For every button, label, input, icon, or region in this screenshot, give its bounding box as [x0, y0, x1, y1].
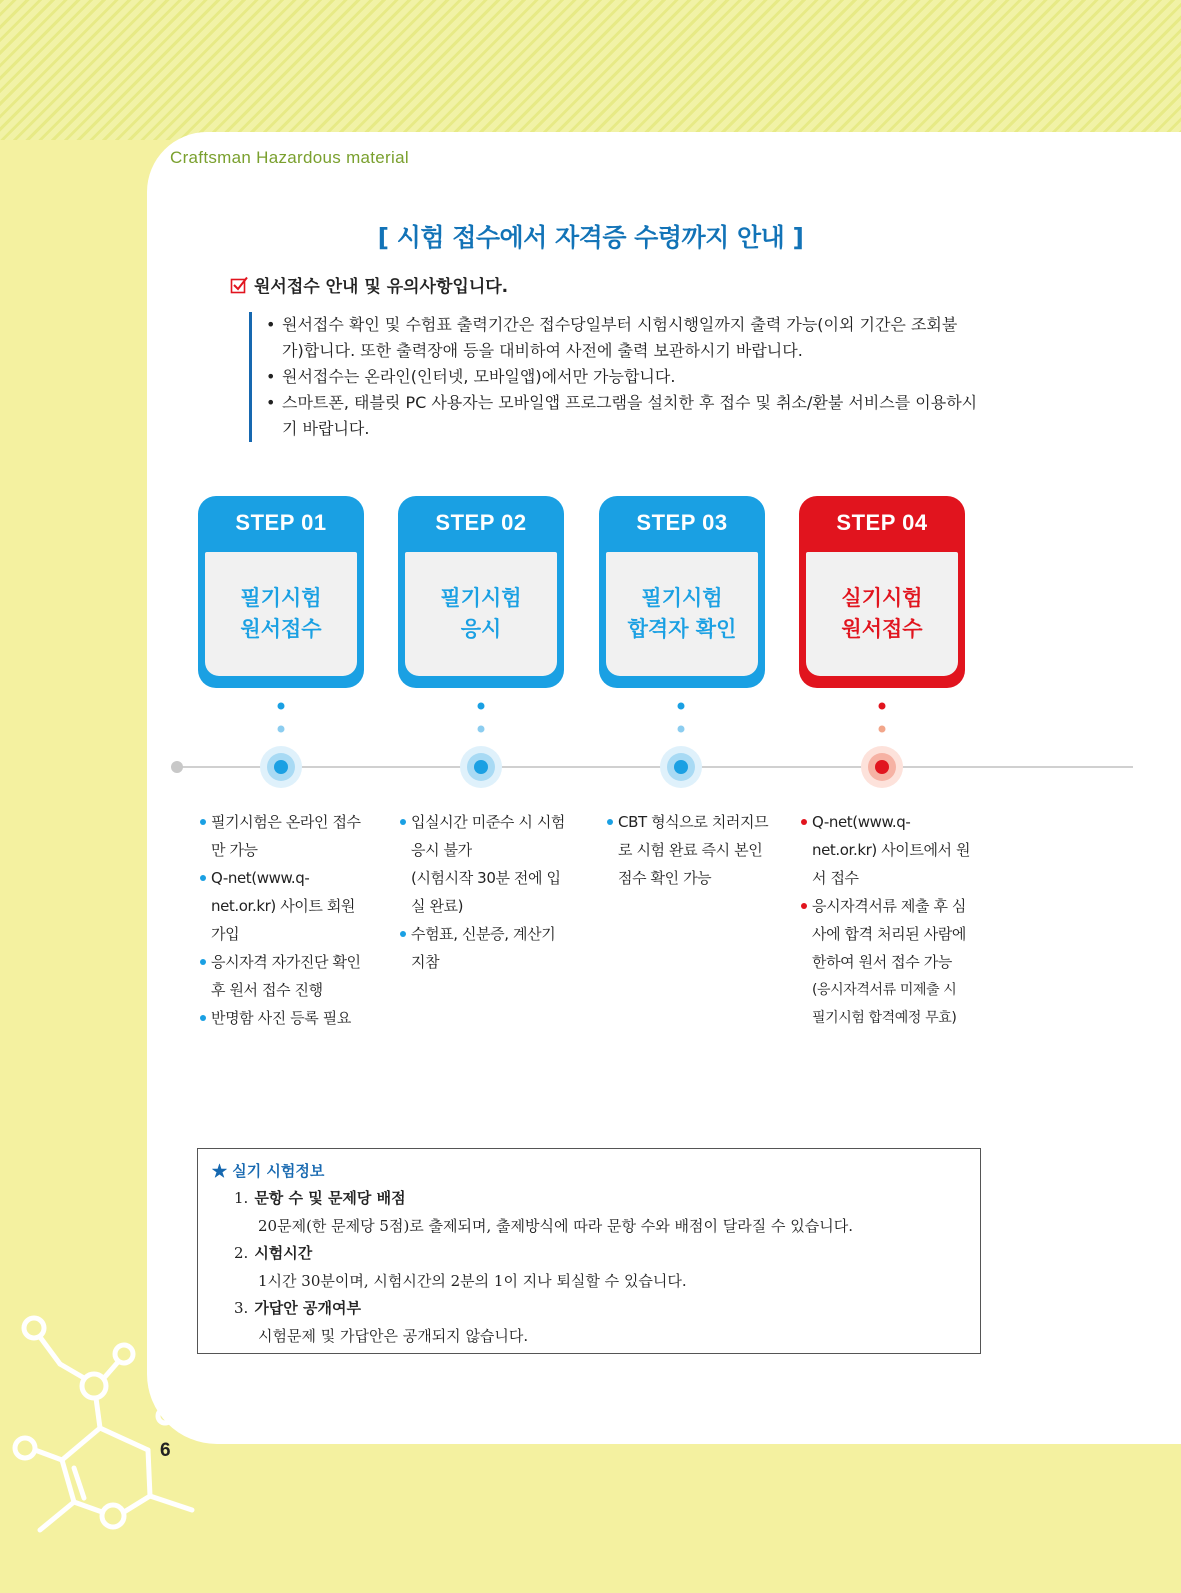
notice-item: • 원서접수는 온라인(인터넷, 모바일앱)에서만 가능합니다. — [266, 364, 979, 390]
detail-item: Q-net(www.q-net.or.kr) 사이트 회원 가입 — [198, 864, 366, 948]
exam-info-heading-text: 가답안 공개여부 — [254, 1299, 361, 1317]
checkbox-checked-icon — [230, 276, 248, 294]
detail-item: Q-net(www.q-net.or.kr) 사이트에서 원서 접수 — [799, 808, 971, 892]
notice-item: • 원서접수 확인 및 수험표 출력기간은 접수당일부터 시험시행일까지 출력 가능(이외 기간은 조회불가)합니다. 또한 출력장애 등을 대비하여 사전에 출력 보관하시기 바랍니다. — [266, 312, 979, 364]
header-stripe-pattern — [0, 0, 1181, 140]
exam-info-heading-text: 문항 수 및 문제당 배점 — [254, 1189, 406, 1207]
exam-info-box — [197, 1148, 981, 1354]
step-name-line: 필기시험 — [440, 586, 522, 610]
exam-info-body: 20문제(한 문제당 5점)로 출제되며, 출제방식에 따라 문항 수와 배점이 달라질 수 있습니다. — [258, 1217, 853, 1235]
step-name-line: 원서접수 — [240, 617, 322, 641]
step-label: STEP 02 — [435, 510, 527, 535]
step-card-02 — [398, 496, 564, 688]
step-body — [205, 552, 357, 676]
step-body — [606, 552, 758, 676]
detail-item: 응시자격서류 제출 후 심사에 합격 처리된 사람에 한하여 원서 접수 가능 — [799, 892, 971, 976]
step-card-03 — [599, 496, 765, 688]
step-02-details — [398, 808, 568, 976]
step-label: STEP 01 — [235, 510, 327, 535]
detail-note: (응시자격서류 미제출 시 필기시험 합격예정 무효) — [812, 982, 957, 1026]
detail-item: 수험표, 신분증, 계산기 지참 — [398, 920, 568, 976]
detail-note: (시험시작 30분 전에 입실 완료) — [411, 869, 561, 915]
detail-item: CBT 형식으로 치러지므로 시험 완료 즉시 본인 점수 확인 가능 — [605, 808, 771, 892]
notice-list — [249, 312, 979, 442]
exam-info-body: 시험문제 및 가답안은 공개되지 않습니다. — [258, 1327, 529, 1345]
step-name-line: 합격자 확인 — [627, 617, 737, 641]
exam-info-number: 2. — [234, 1244, 249, 1262]
subtitle-row — [230, 272, 508, 297]
step-name-line: 실기시험 — [841, 586, 923, 610]
exam-info-heading — [212, 1185, 966, 1212]
step-name-line: 원서접수 — [841, 617, 923, 641]
notice-item: • 스마트폰, 태블릿 PC 사용자는 모바일앱 프로그램을 설치한 후 접수 및 취소/환불 서비스를 이용하시기 바랍니다. — [266, 390, 979, 442]
subtitle-text: 원서접수 안내 및 유의사항입니다. — [254, 277, 509, 297]
page-number: 6 — [160, 1440, 171, 1461]
step-body — [806, 552, 958, 676]
step-name-line: 필기시험 — [641, 586, 723, 610]
guide-title: [ 시험 접수에서 자격증 수령까지 안내 ] — [377, 223, 804, 252]
detail-item: 필기시험은 온라인 접수만 가능 — [198, 808, 366, 864]
running-head: Craftsman Hazardous material — [170, 148, 409, 167]
detail-item: 입실시간 미준수 시 시험 응시 불가 — [398, 808, 568, 864]
exam-info-body: 1시간 30분이며, 시험시간의 2분의 1이 지나 퇴실할 수 있습니다. — [258, 1272, 687, 1290]
step-name-line: 필기시험 — [240, 586, 322, 610]
exam-info-title: ★ 실기 시험정보 — [212, 1162, 325, 1180]
detail-item: 반명함 사진 등록 필요 — [198, 1004, 366, 1032]
exam-info-heading — [212, 1295, 966, 1322]
exam-info-heading — [212, 1240, 966, 1267]
step-03-details — [605, 808, 771, 892]
step-label: STEP 03 — [636, 510, 728, 535]
step-name-line: 응시 — [460, 617, 502, 641]
detail-item: 응시자격 자가진단 확인 후 원서 접수 진행 — [198, 948, 366, 1004]
step-body — [405, 552, 557, 676]
step-01-details — [198, 808, 366, 1032]
exam-info-heading-text: 시험시간 — [254, 1244, 313, 1262]
step-card-04 — [799, 496, 965, 688]
exam-info-number: 3. — [234, 1299, 249, 1317]
step-card-01 — [198, 496, 364, 688]
step-label: STEP 04 — [836, 510, 928, 535]
exam-info-number: 1. — [234, 1189, 249, 1207]
step-04-details — [799, 808, 971, 1032]
